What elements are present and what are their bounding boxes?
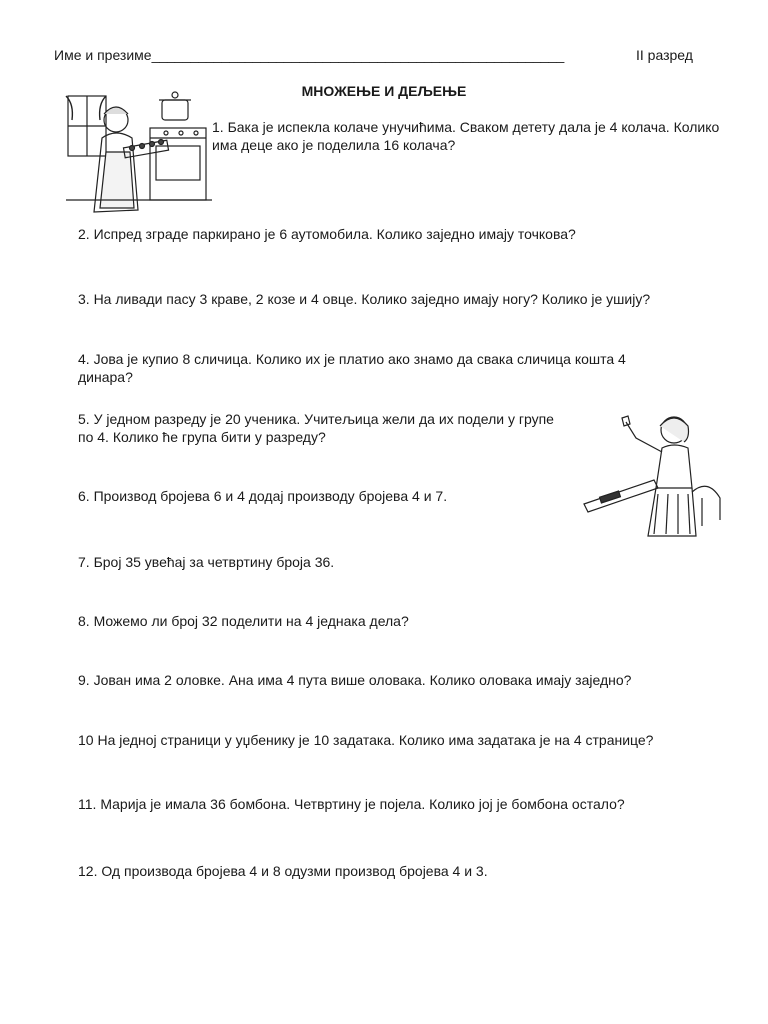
teacher-at-board-icon: [584, 408, 724, 543]
name-field-line: Име и презиме_____________________________________________________: [54, 47, 565, 63]
worksheet-title: МНОЖЕЊЕ И ДЕЉЕЊЕ: [301, 83, 467, 99]
question-12: 12. Од производа бројева 4 и 8 одузми производ бројева 4 и 3.: [78, 863, 488, 879]
question-10: 10 На једној страници у уџбенику је 10 задатака. Колико има задатака је на 4 странице?: [78, 732, 654, 748]
question-4: 4. Јова је купио 8 сличица. Колико их је платио ако знамо да свака сличица кошта 4 динара?: [78, 351, 626, 385]
question-7: 7. Број 35 увећај за четвртину броја 36.: [78, 554, 335, 570]
grandma-baking-icon: [66, 90, 212, 220]
question-2: 2. Испред зграде паркирано је 6 аутомобила. Колико заједно имају точкова?: [78, 226, 576, 242]
question-1: 1. Бака је испекла колаче унучићима. Сваком детету дала је 4 колача. Колико има деце ако је поделила 16 колача?: [212, 119, 720, 153]
question-11: 11. Марија је имала 36 бомбона. Четвртину је појела. Колико јој је бомбона остало?: [78, 796, 625, 812]
question-9: 9. Јован има 2 оловке. Ана има 4 пута више оловака. Колико оловака имају заједно?: [78, 672, 632, 688]
question-3: 3. На ливади пасу 3 краве, 2 козе и 4 овце. Колико заједно имају ногу? Колико је ушију?: [78, 291, 651, 307]
question-5: 5. У једном разреду је 20 ученика. Учитељица жели да их подели у групе по 4. Колико ће група бити у разреду?: [78, 411, 554, 445]
question-8: 8. Можемо ли број 32 поделити на 4 једнака дела?: [78, 613, 409, 629]
grade-label: II разред: [636, 47, 693, 63]
question-6: 6. Производ бројева 6 и 4 додај производу бројева 4 и 7.: [78, 488, 448, 504]
